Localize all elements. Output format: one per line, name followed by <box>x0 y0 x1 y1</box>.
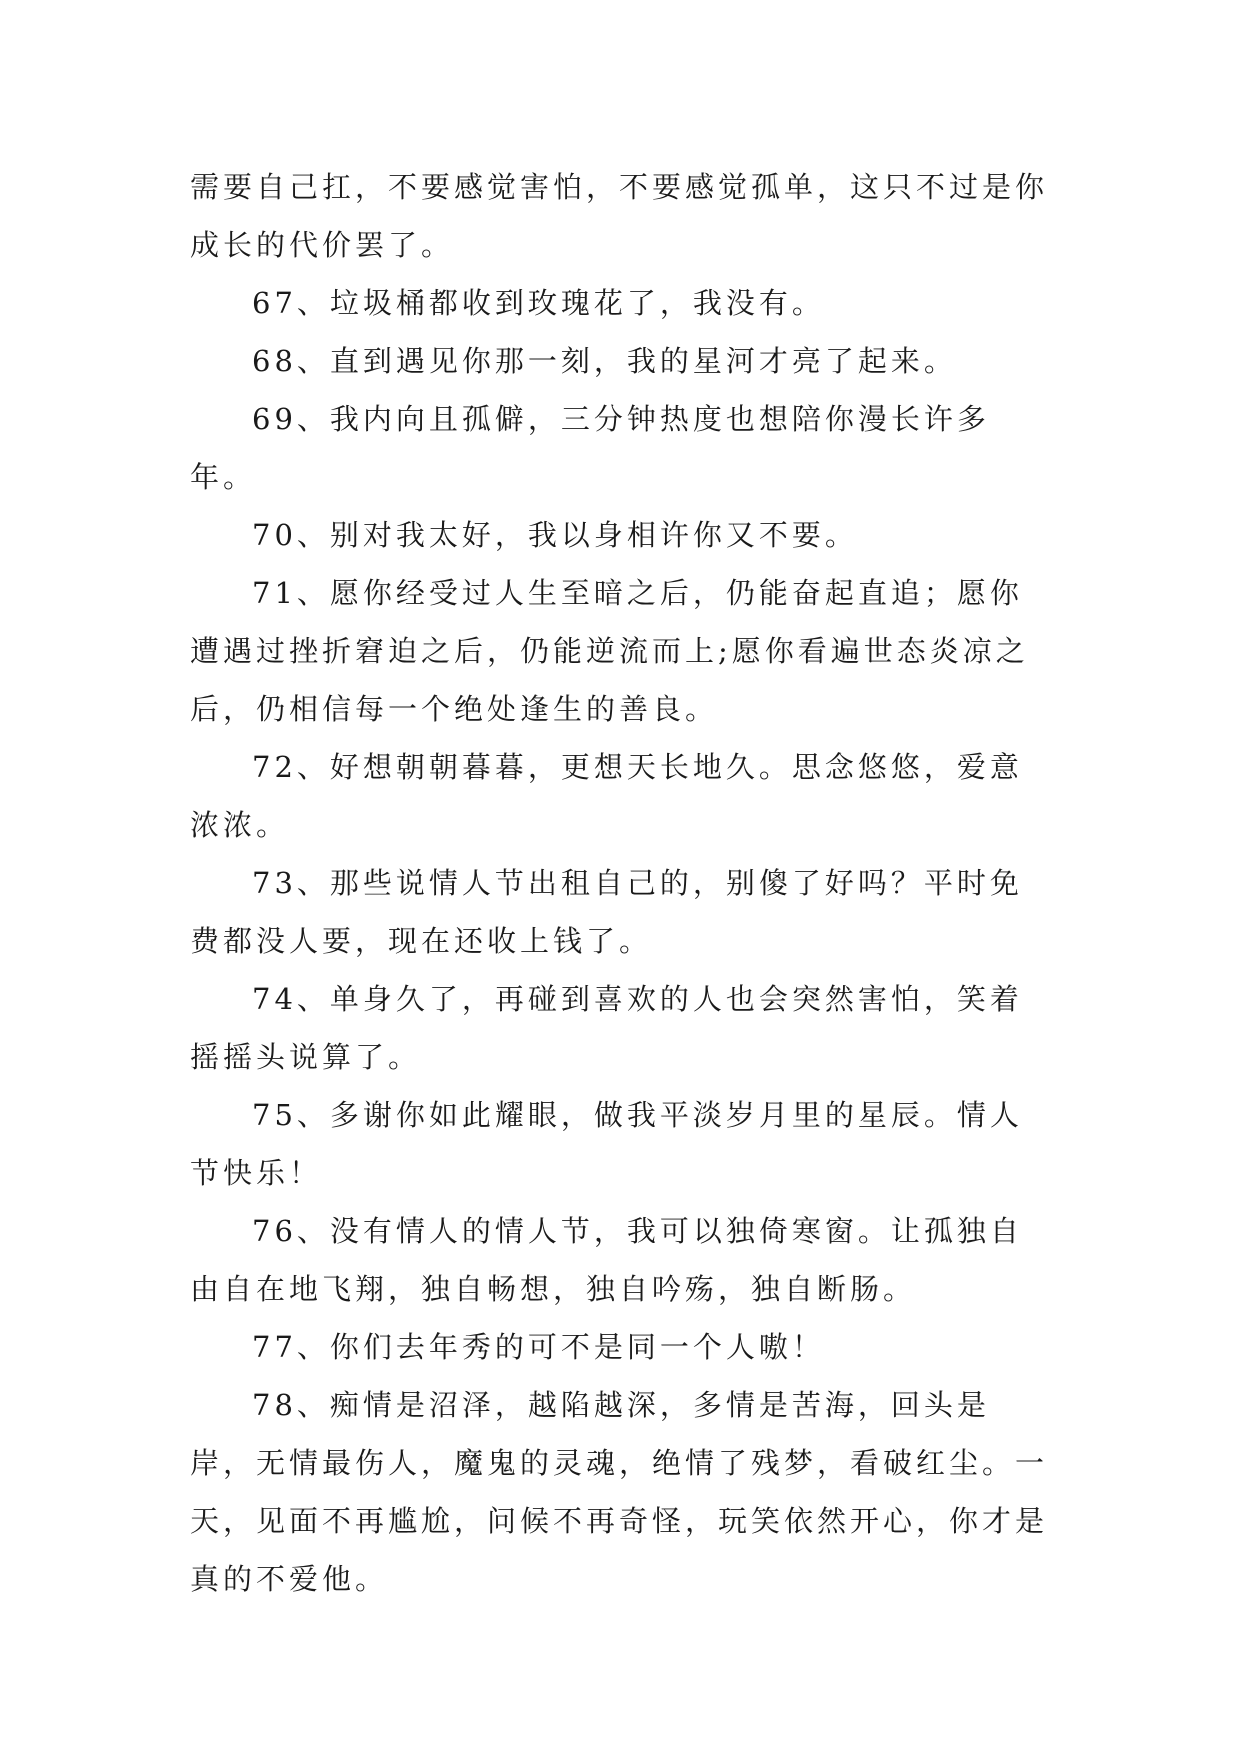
paragraph-74: 74、单身久了，再碰到喜欢的人也会突然害怕，笑着摇摇头说算了。 <box>190 982 1023 1074</box>
paragraph-continuation: 需要自己扛，不要感觉害怕，不要感觉孤单，这只不过是你成长的代价罢了。 <box>190 170 1049 262</box>
paragraph-76: 76、没有情人的情人节，我可以独倚寒窗。让孤独自由自在地飞翔，独自畅想，独自吟殇，独自断肠。 <box>190 1214 1023 1306</box>
paragraph-67: 67、垃圾桶都收到玫瑰花了，我没有。 <box>252 286 825 320</box>
paragraph-73: 73、那些说情人节出租自己的，别傻了好吗？平时免费都没人要，现在还收上钱了。 <box>190 866 1023 958</box>
paragraph-75: 75、多谢你如此耀眼，做我平淡岁月里的星辰。情人节快乐！ <box>190 1098 1023 1190</box>
paragraph-71: 71、愿你经受过人生至暗之后，仍能奋起直追；愿你遭遇过挫折窘迫之后，仍能逆流而上;愿你看遍世态炎凉之后，仍相信每一个绝处逢生的善良。 <box>190 576 1029 726</box>
paragraph-69: 69、我内向且孤僻，三分钟热度也想陪你漫长许多年。 <box>190 402 990 494</box>
paragraph-78: 78、痴情是沼泽，越陷越深，多情是苦海，回头是岸，无情最伤人，魔鬼的灵魂，绝情了残梦，看破红尘。一天，见面不再尴尬，问候不再奇怪，玩笑依然开心，你才是真的不爱他。 <box>190 1388 1049 1596</box>
paragraph-68: 68、直到遇见你那一刻，我的星河才亮了起来。 <box>252 344 957 378</box>
paragraph-77: 77、你们去年秀的可不是同一个人嗷！ <box>252 1330 825 1364</box>
document-body <box>190 158 1055 1608</box>
paragraph-70: 70、别对我太好，我以身相许你又不要。 <box>252 518 858 552</box>
paragraph-72: 72、好想朝朝暮暮，更想天长地久。思念悠悠，爱意浓浓。 <box>190 750 1023 842</box>
